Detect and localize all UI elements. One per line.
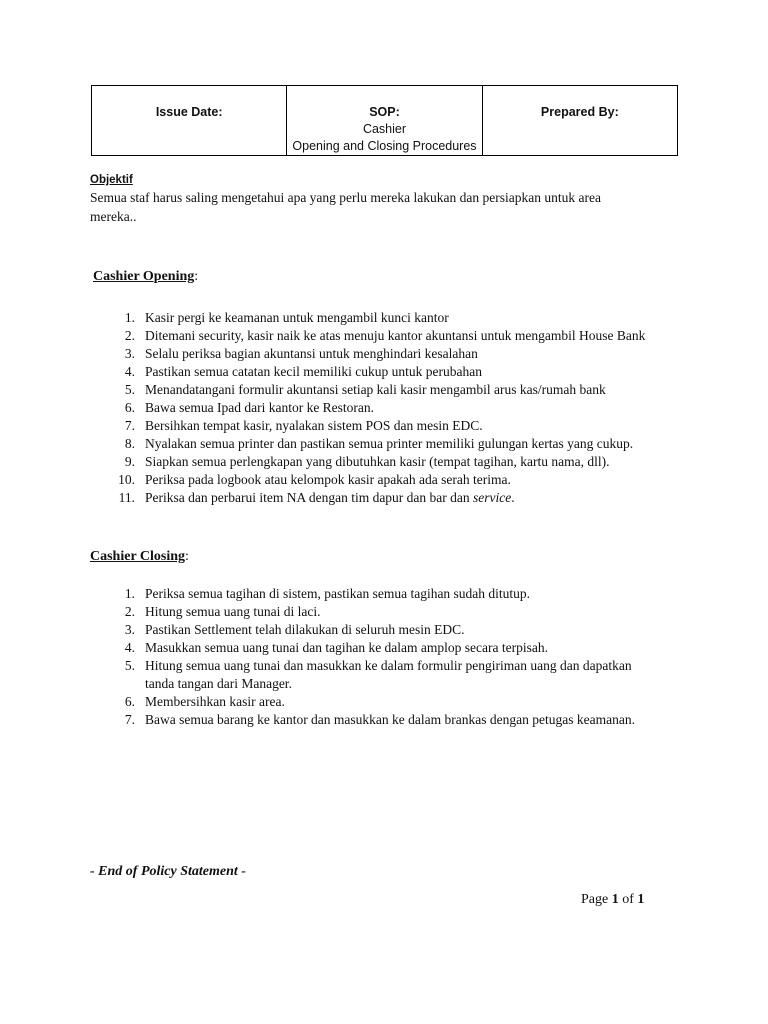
list-item-number: 3. [124,346,135,361]
list-item [90,585,650,603]
issue-date-cell [92,86,287,156]
opening-title-colon: : [194,269,199,284]
list-item [90,711,650,729]
list-item-number: 3. [124,622,135,637]
prepared-by-cell [482,86,677,156]
closing-title-colon: : [185,549,189,564]
sop-cell [287,86,482,156]
list-item [90,417,650,435]
page-number [581,892,644,908]
list-item-number: 4. [124,364,135,379]
sop-header-table [91,85,678,156]
list-item [90,309,650,327]
list-item-text: Siapkan semua perlengkapan yang dibutuhkan kasir (tempat tagihan, kartu nama, dll). [145,454,610,469]
list-item [90,381,650,399]
list-item-text: Membersihkan kasir area. [145,694,285,709]
list-item-number: 11. [118,490,135,505]
list-item-text: Selalu periksa bagian akuntansi untuk menghindari kesalahan [145,346,478,361]
list-item [90,621,650,639]
list-item-text: Pastikan semua catatan kecil memiliki cukup untuk perubahan [145,364,483,379]
list-item-number: 4. [124,640,135,655]
list-item-number: 5. [124,658,135,673]
list-item-number: 2. [124,328,135,343]
list-item [90,471,650,489]
objective-heading: Objektif [90,174,133,186]
end-of-policy-statement: - End of Policy Statement - [90,864,246,879]
list-item-number: 1. [124,310,135,325]
list-item [90,693,650,711]
cashier-closing-title [90,548,189,566]
list-item-text: Masukkan semua uang tunai dan tagihan ke dalam amplop secara terpisah. [145,640,548,655]
opening-steps-list [90,309,650,507]
page-of: of [622,892,634,907]
list-item-number: 2. [124,604,135,619]
list-item-text: Menandatangani formulir akuntansi setiap kali kasir mengambil arus kas/rumah bank [145,382,606,397]
list-item-text: Nyalakan semua printer dan pastikan semua printer memiliki gulungan kertas yang cukup. [145,436,634,451]
list-item [90,639,650,657]
list-item-text: Kasir pergi ke keamanan untuk mengambil kunci kantor [145,310,449,325]
closing-steps-list [90,585,650,729]
list-item-text: Periksa semua tagihan di sistem, pastikan semua tagihan sudah ditutup. [145,586,531,601]
list-item-number: 7. [124,712,135,727]
list-item [90,603,650,621]
list-item-text: Periksa pada logbook atau kelompok kasir apakah ada serah terima. [145,472,511,487]
list-item-number: 1. [124,586,135,601]
list-item-number: 6. [124,694,135,709]
opening-title-text: Cashier Opening [93,269,195,284]
list-item-italic-text: service [473,490,512,505]
list-item-number: 5. [124,382,135,397]
list-item-number: 9. [124,454,135,469]
list-item-text: Periksa dan perbarui item NA dengan tim dapur dan bar dan service. [145,490,515,505]
prepared-by-label: Prepared By: [540,105,619,119]
cashier-opening-title [93,268,198,286]
sop-label: SOP: [369,105,400,119]
list-item-text: Bawa semua barang ke kantor dan masukkan ke dalam brankas dengan petugas keamanan. [145,712,635,727]
list-item-text: Hitung semua uang tunai dan masukkan ke dalam formulir pengiriman uang dan dapatkan tanda tangan dari Manager. [145,658,632,691]
list-item-number: 7. [124,418,135,433]
issue-date-label: Issue Date: [155,105,223,119]
list-item-text: Pastikan Settlement telah dilakukan di seluruh mesin EDC. [145,622,465,637]
list-item-text: Bawa semua Ipad dari kantor ke Restoran. [145,400,375,415]
sop-title-line1: Cashier [362,122,407,136]
page-current: 1 [611,892,619,907]
list-item [90,435,650,453]
list-item [90,363,650,381]
list-item [90,345,650,363]
list-item [90,399,650,417]
page-total: 1 [637,892,645,907]
list-item-number: 6. [124,400,135,415]
list-item-number: 10. [118,472,135,487]
objective-text: Semua staf harus saling mengetahui apa yang perlu mereka lakukan dan persiapkan untuk area mereka.. [90,190,601,224]
list-item-text: Bersihkan tempat kasir, nyalakan sistem POS dan mesin EDC. [145,418,483,433]
list-item-text: Hitung semua uang tunai di laci. [145,604,321,619]
closing-title-text: Cashier Closing [90,549,186,564]
list-item [90,327,650,345]
objective-section [90,172,650,226]
sop-title-line2: Opening and Closing Procedures [292,139,477,153]
list-item-number: 8. [124,436,135,451]
list-item [90,453,650,471]
page-word: Page [581,892,609,907]
list-item [90,489,650,507]
list-item [90,657,650,693]
list-item-text: Ditemani security, kasir naik ke atas menuju kantor akuntansi untuk mengambil House Bank [145,328,646,343]
